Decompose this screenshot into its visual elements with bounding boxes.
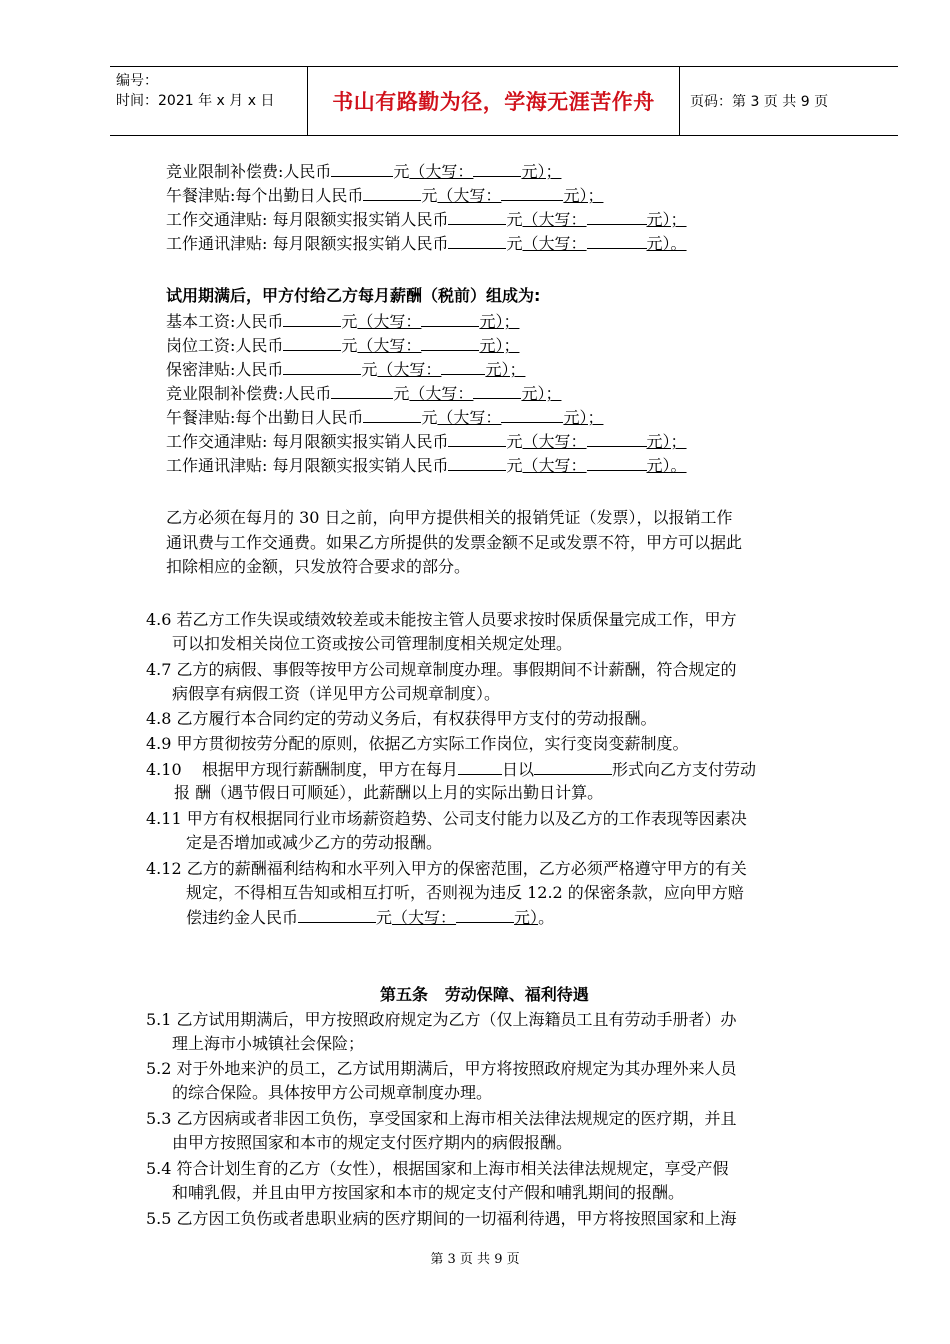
header-time: 时间：2021 年 x 月 x 日	[116, 93, 275, 109]
post-salary-line: 岗位工资:人民币 元（大写： 元）；	[166, 336, 520, 355]
clause-4-11-line-1: 4.11 甲方有权根据同行业市场薪资趋势、公司支付能力以及乙方的工作表现等因素决	[146, 809, 747, 828]
clause-5-2-line-2: 的综合保险。具体按甲方公司规章制度办理。	[172, 1083, 493, 1102]
clause-5-5-line-1: 5.5 乙方因工负伤或者患职业病的医疗期间的一切福利待遇，甲方将按照国家和上海	[146, 1209, 737, 1228]
clause-4-12-line-2: 规定，不得相互告知或相互打听，否则视为违反 12.2 的保密条款，应向甲方赔	[186, 883, 744, 902]
clause-4-9: 4.9 甲方贯彻按劳分配的原则，依据乙方实际工作岗位，实行变岗变薪制度。	[146, 734, 689, 753]
clause-5-3-line-1: 5.3 乙方因病或者非因工负伤，享受国家和上海市相关法律法规规定的医疗期，并且	[146, 1109, 737, 1128]
header-page: 页码：第 3 页 共 9 页	[690, 94, 829, 110]
telecom-allowance-line: 工作通讯津贴: 每月限额实报实销人民币 元（大写： 元）。	[166, 456, 687, 475]
clause-4-12-line-1: 4.12 乙方的薪酬福利结构和水平列入甲方的保密范围，乙方必须严格遵守甲方的有关	[146, 859, 747, 878]
clause-4-12-line-3: 偿违约金人民币 元（大写： 元）。	[186, 908, 555, 927]
clause-4-11-line-2: 定是否增加或减少乙方的劳动报酬。	[186, 833, 443, 852]
probation-lunch-line: 午餐津贴:每个出勤日人民币 元（大写： 元）；	[166, 186, 604, 205]
page-footer: 第 3 页 共 9 页	[430, 1252, 520, 1267]
clause-5-1-line-1: 5.1 乙方试用期满后，甲方按照政府规定为乙方（仅上海籍员工且有劳动手册者）办	[146, 1010, 737, 1029]
after-probation-heading: 试用期满后，甲方付给乙方每月薪酬（税前）组成为:	[166, 286, 541, 305]
base-salary-line: 基本工资:人民币 元（大写： 元）；	[166, 312, 520, 331]
transport-allowance-line: 工作交通津贴: 每月限额实报实销人民币 元（大写： 元）；	[166, 432, 687, 451]
reimburse-line-1: 乙方必须在每月的 30 日之前，向甲方提供相关的报销凭证（发票），以报销工作	[166, 508, 733, 527]
non-compete-line: 竞业限制补偿费:人民币 元（大写： 元）；	[166, 384, 562, 403]
clause-5-1-line-2: 理上海市小城镇社会保险；	[172, 1034, 365, 1053]
secrecy-allowance-line: 保密津贴:人民币 元（大写： 元）；	[166, 360, 526, 379]
clause-4-7-line-1: 4.7 乙方的病假、事假等按甲方公司规章制度办理。事假期间不计薪酬，符合规定的	[146, 660, 737, 679]
clause-5-4-line-2: 和哺乳假，并且由甲方按国家和本市的规定支付产假和哺乳期间的报酬。	[172, 1183, 685, 1202]
reimburse-line-2: 通讯费与工作交通费。如果乙方所提供的发票金额不足或发票不符，甲方可以据此	[166, 533, 743, 552]
article-5-title: 第五条 劳动保障、福利待遇	[380, 985, 589, 1004]
lunch-allowance-line: 午餐津贴:每个出勤日人民币 元（大写： 元）；	[166, 408, 604, 427]
clause-4-6-line-1: 4.6 若乙方工作失误或绩效较差或未能按主管人员要求按时保质保量完成工作，甲方	[146, 610, 737, 629]
clause-4-6-line-2: 可以扣发相关岗位工资或按公司管理制度相关规定处理。	[172, 634, 573, 653]
clause-4-10-line-1: 4.10 根据甲方现行薪酬制度，甲方在每月 日以 形式向乙方支付劳动	[146, 760, 757, 779]
header-number: 编号：	[116, 73, 158, 89]
probation-telecom-line: 工作通讯津贴: 每月限额实报实销人民币 元（大写： 元）。	[166, 234, 687, 253]
clause-4-8: 4.8 乙方履行本合同约定的劳动义务后，有权获得甲方支付的劳动报酬。	[146, 709, 657, 728]
header-motto: 书山有路勤为径，学海无涯苦作舟	[308, 67, 680, 135]
clause-4-7-line-2: 病假享有病假工资（详见甲方公司规章制度）。	[172, 684, 501, 703]
probation-non-compete-line: 竞业限制补偿费:人民币 元（大写： 元）；	[166, 162, 562, 181]
clause-4-10-line-2: 报 酬（遇节假日可顺延），此薪酬以上月的实际出勤日计算。	[174, 783, 604, 802]
clause-5-4-line-1: 5.4 符合计划生育的乙方（女性），根据国家和上海市相关法律法规规定，享受产假	[146, 1159, 729, 1178]
probation-transport-line: 工作交通津贴: 每月限额实报实销人民币 元（大写： 元）；	[166, 210, 687, 229]
clause-5-3-line-2: 由甲方按照国家和本市的规定支付医疗期内的病假报酬。	[172, 1133, 573, 1152]
reimburse-line-3: 扣除相应的金额，只发放符合要求的部分。	[166, 557, 471, 576]
clause-5-2-line-1: 5.2 对于外地来沪的员工，乙方试用期满后，甲方将按照政府规定为其办理外来人员	[146, 1059, 737, 1078]
